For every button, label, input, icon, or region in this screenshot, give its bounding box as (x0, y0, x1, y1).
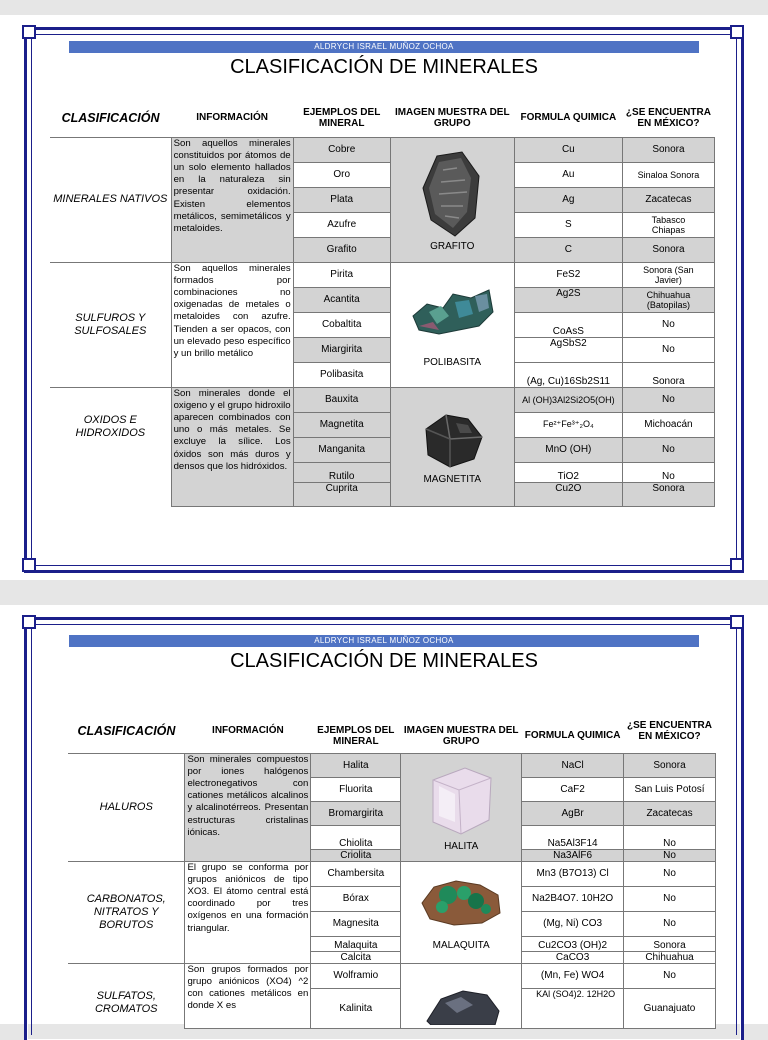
mexico-cell: Sonora (622, 137, 714, 162)
group-info-text: Son aquellos minerales formados por combinaciones no oxigenadas de metales o metaloides con azufre. Tienden a ser opacos, con un elevado peso específico y un brillo metálico (171, 262, 293, 387)
group-image-cell (390, 262, 514, 387)
magnetite-sample-image (416, 409, 488, 471)
wolframite-sample-image (421, 985, 501, 1025)
formula-cell: (Mn, Fe) WO4 (522, 963, 624, 988)
formula-cell: C (514, 237, 622, 262)
formula-cell: Ag2S (514, 287, 622, 312)
example-cell: Cobre (293, 137, 390, 162)
header-imagen: IMAGEN MUESTRA DEL GRUPO (394, 106, 510, 129)
formula-cell: CaF2 (522, 777, 624, 801)
example-cell: Wolframio (311, 963, 401, 988)
example-cell: Grafito (293, 237, 390, 262)
mexico-cell: No (624, 911, 716, 936)
mexico-cell: Sonora (San Javier) (622, 262, 714, 287)
formula-cell: (Mg, Ni) CO3 (522, 911, 624, 936)
example-cell: Cobaltita (293, 312, 390, 337)
formula-cell: FeS2 (514, 262, 622, 287)
example-cell: Bauxita (293, 387, 390, 412)
example-cell: Chiolita (311, 825, 401, 849)
example-cell: Cuprita (293, 482, 390, 506)
mexico-cell: Sonora (622, 482, 714, 506)
formula-cell: S (514, 212, 622, 237)
mexico-cell: No (624, 861, 716, 886)
example-cell: Calcita (311, 951, 401, 963)
mexico-cell: No (622, 437, 714, 462)
example-cell: Bórax (311, 886, 401, 911)
formula-cell: Cu2O (514, 482, 622, 506)
image-caption: MALAQUITA (432, 940, 490, 951)
classification-label: SULFUROS Y SULFOSALES (50, 262, 171, 387)
mexico-cell: Tabasco Chiapas (622, 212, 714, 237)
header-informacion: INFORMACIÓN (212, 725, 284, 737)
example-cell: Fluorita (311, 777, 401, 801)
classification-label: HALUROS (68, 753, 185, 861)
formula-cell: KAl (SO4)2. 12H2O (522, 988, 624, 1028)
group-info-text: Son grupos formados por grupo aniónicos (XO4) ^2 con cationes metálicos en donde X es (185, 963, 311, 1028)
image-caption: MAGNETITA (423, 473, 482, 485)
group-image-cell (401, 963, 522, 1028)
example-cell: Kalinita (311, 988, 401, 1028)
group-info-text: Son minerales donde el oxigeno y el grupo hidroxilo aparecen combinados con uno o más metales. Se excluye la sílice. Los óxidos son más duros y densos que los hidróxidos. (171, 387, 293, 506)
formula-cell: NaCl (522, 753, 624, 777)
mexico-cell: No (622, 462, 714, 482)
minerals-table (50, 99, 715, 507)
example-cell: Azufre (293, 212, 390, 237)
group-info-text: Son minerales compuestos por iones halógenos electronegativos con cationes metálicos alcalinos y alcalinotérreos. Presentan estructuras cristalinas iónicas. (185, 753, 311, 861)
image-caption: GRAFITO (430, 240, 475, 252)
image-caption: HALITA (444, 841, 479, 852)
group-image-cell (401, 861, 522, 963)
formula-cell: Na2B4O7. 10H2O (522, 886, 624, 911)
example-cell: Manganita (293, 437, 390, 462)
polybasite-sample-image (409, 282, 495, 342)
mexico-cell: Sonora (622, 362, 714, 387)
header-ejemplos: EJEMPLOS DEL MINERAL (303, 106, 381, 129)
halite-sample-image (425, 762, 497, 838)
image-caption: POLIBASITA (423, 356, 482, 368)
mexico-cell: Sonora (624, 753, 716, 777)
example-cell: Pirita (293, 262, 390, 287)
mexico-cell: San Luis Potosí (624, 777, 716, 801)
example-cell: Chambersita (311, 861, 401, 886)
example-cell: Bromargirita (311, 801, 401, 825)
mexico-cell: Zacatecas (622, 187, 714, 212)
group-info-text: El grupo se conforma por grupos aniónicos de tipo XO3. El átomo central está coordinado por tres oxígenos en una formación triangular. (185, 861, 311, 963)
formula-cell: Au (514, 162, 622, 187)
example-cell: Malaquita (311, 936, 401, 951)
formula-cell: Fe²⁺Fe³⁺₂O₄ (514, 412, 622, 437)
mexico-cell: Chihuahua (Batopilas) (622, 287, 714, 312)
border-corner-ornament (22, 615, 36, 629)
formula-cell: Cu2CO3 (OH)2 (522, 936, 624, 951)
header-imagen: IMAGEN MUESTRA DEL GRUPO (403, 724, 519, 747)
border-corner-ornament (730, 558, 744, 572)
mexico-cell: No (622, 387, 714, 412)
mexico-cell: No (624, 886, 716, 911)
graphite-sample-image (417, 148, 487, 238)
mexico-cell: No (622, 337, 714, 362)
formula-cell: Mn3 (B7O13) Cl (522, 861, 624, 886)
header-mexico: ¿SE ENCUENTRA EN MÉXICO? (625, 106, 711, 129)
minerals-table (68, 709, 716, 1029)
mexico-cell: Michoacán (622, 412, 714, 437)
border-corner-ornament (22, 25, 36, 39)
malachite-sample-image (418, 873, 504, 929)
header-formula: FORMULA QUIMICA (520, 112, 617, 124)
document-page-2 (0, 605, 768, 1024)
mexico-cell: Sonora (624, 936, 716, 951)
formula-cell: Al (OH)3Al2Si2O5(OH) (514, 387, 622, 412)
page-title: CLASIFICACIÓN DE MINERALES (230, 650, 538, 672)
classification-label: MINERALES NATIVOS (50, 137, 171, 262)
header-formula: FORMULA QUIMICA (524, 730, 621, 742)
formula-cell: (Ag, Cu)16Sb2S11 (514, 362, 622, 387)
header-mexico: ¿SE ENCUENTRA EN MÉXICO? (627, 719, 713, 742)
group-info-text: Son aquellos minerales constituidos por átomos de un solo elemento hallados en la naturaleza sin presentar oxidación. Existen elementos metálicos, semimetálicos y metaloides. (171, 137, 293, 262)
example-cell: Magnesita (311, 911, 401, 936)
mexico-cell: No (624, 849, 716, 861)
example-cell: Miargirita (293, 337, 390, 362)
example-cell: Halita (311, 753, 401, 777)
header-ejemplos: EJEMPLOS DEL MINERAL (317, 724, 395, 747)
group-image-cell (390, 137, 514, 262)
mexico-cell: Zacatecas (624, 801, 716, 825)
example-cell: Criolita (311, 849, 401, 861)
classification-label: OXIDOS E HIDROXIDOS (50, 387, 171, 506)
header-clasificacion: CLASIFICACIÓN (61, 110, 160, 125)
mexico-cell: No (624, 963, 716, 988)
mexico-cell: Chihuahua (624, 951, 716, 963)
example-cell: Magnetita (293, 412, 390, 437)
formula-cell: MnO (OH) (514, 437, 622, 462)
border-corner-ornament (730, 25, 744, 39)
header-clasificacion: CLASIFICACIÓN (77, 723, 176, 738)
formula-cell: Ag (514, 187, 622, 212)
page-title: CLASIFICACIÓN DE MINERALES (230, 56, 538, 78)
example-cell: Acantita (293, 287, 390, 312)
example-cell: Polibasita (293, 362, 390, 387)
example-cell: Oro (293, 162, 390, 187)
document-page-1 (0, 15, 768, 580)
mexico-cell: Guanajuato (624, 988, 716, 1028)
group-image-cell (401, 753, 522, 861)
formula-cell: AgBr (522, 801, 624, 825)
author-name-bar: ALDRYCH ISRAEL MUÑOZ OCHOA (69, 41, 699, 53)
mexico-cell: No (622, 312, 714, 337)
header-informacion: INFORMACIÓN (196, 112, 268, 124)
formula-cell: TiO2 (514, 462, 622, 482)
mexico-cell: Sonora (622, 237, 714, 262)
border-corner-ornament (730, 615, 744, 629)
classification-label: SULFATOS, CROMATOS (68, 963, 185, 1028)
formula-cell: CoAsS (514, 312, 622, 337)
formula-cell: Cu (514, 137, 622, 162)
border-corner-ornament (22, 558, 36, 572)
formula-cell: Na3AlF6 (522, 849, 624, 861)
formula-cell: Na5Al3F14 (522, 825, 624, 849)
author-name-bar: ALDRYCH ISRAEL MUÑOZ OCHOA (69, 635, 699, 647)
mexico-cell: No (624, 825, 716, 849)
example-cell: Plata (293, 187, 390, 212)
formula-cell: CaCO3 (522, 951, 624, 963)
formula-cell: AgSbS2 (514, 337, 622, 362)
mexico-cell: Sinaloa Sonora (622, 162, 714, 187)
group-image-cell (390, 387, 514, 506)
classification-label: CARBONATOS, NITRATOS Y BORUTOS (68, 861, 185, 963)
example-cell: Rutilo (293, 462, 390, 482)
